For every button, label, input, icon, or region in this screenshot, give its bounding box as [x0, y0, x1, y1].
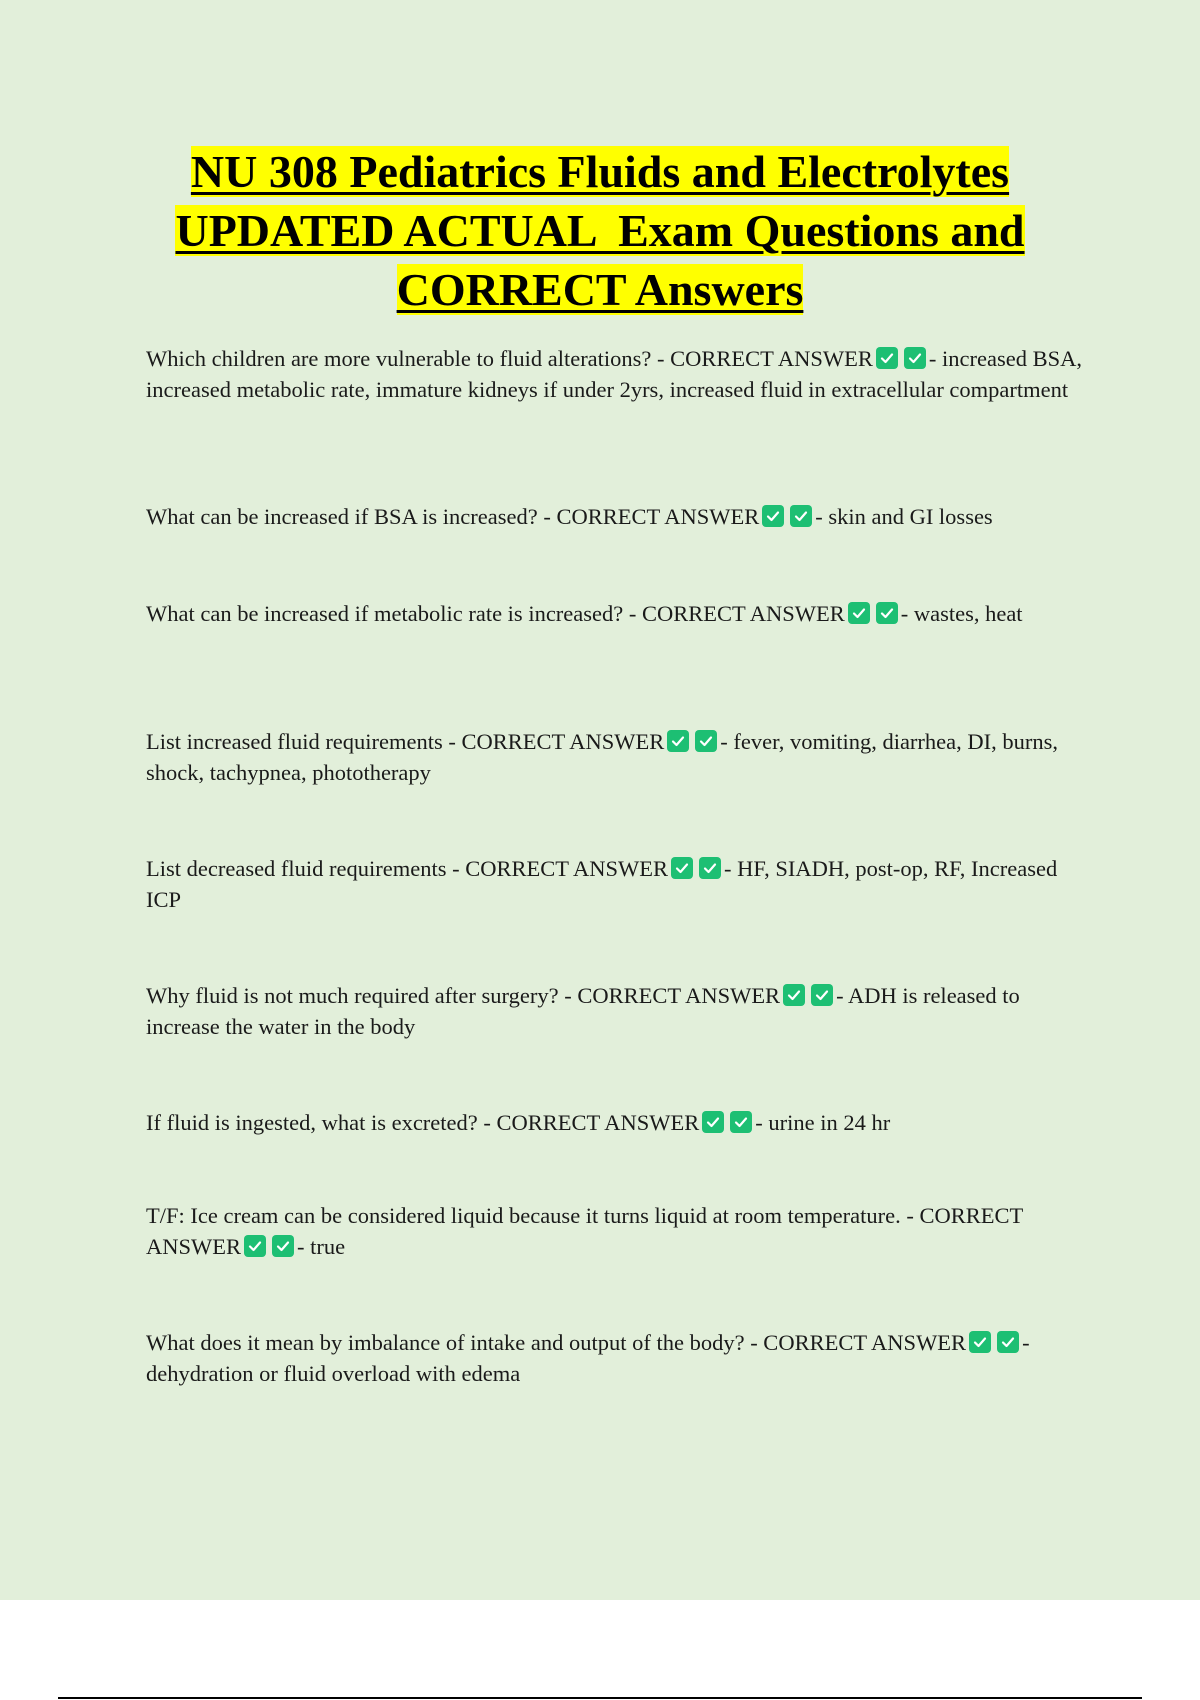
title-line: UPDATED ACTUAL Exam Questions and	[175, 205, 1025, 256]
qa-answer: - ADH is released to increase the water in the body	[146, 983, 1020, 1039]
check-mark-icon	[695, 730, 717, 752]
check-mark-icon	[904, 347, 926, 369]
qa-answer: - HF, SIADH, post-op, RF, Increased ICP	[146, 856, 1058, 912]
check-mark-icon	[702, 1111, 724, 1133]
check-mark-icon	[244, 1235, 266, 1257]
qa-item	[146, 1108, 1092, 1139]
check-mark-icon	[848, 602, 870, 624]
check-mark-icon	[783, 984, 805, 1006]
qa-item	[146, 344, 1092, 405]
qa-question: Why fluid is not much required after surgery? - CORRECT ANSWER	[146, 983, 781, 1008]
check-mark-icon	[997, 1331, 1019, 1353]
title-line: CORRECT Answers	[396, 264, 804, 315]
check-mark-icon	[811, 984, 833, 1006]
qa-item	[146, 727, 1092, 788]
qa-answer: - dehydration or fluid overload with edema	[146, 1330, 1030, 1386]
qa-question: What can be increased if BSA is increased? - CORRECT ANSWER	[146, 504, 760, 529]
document-title	[0, 142, 1200, 319]
check-mark-icon	[272, 1235, 294, 1257]
qa-item	[146, 981, 1092, 1042]
qa-question: What does it mean by imbalance of intake and output of the body? - CORRECT ANSWER	[146, 1330, 967, 1355]
check-mark-icon	[876, 347, 898, 369]
title-line: NU 308 Pediatrics Fluids and Electrolytes	[190, 146, 1010, 197]
check-mark-icon	[671, 857, 693, 879]
qa-question: What can be increased if metabolic rate is increased? - CORRECT ANSWER	[146, 601, 845, 626]
qa-item	[146, 599, 1092, 630]
check-mark-icon	[730, 1111, 752, 1133]
qa-item	[146, 502, 1092, 533]
footer-divider	[58, 1697, 1142, 1699]
qa-answer: - increased BSA, increased metabolic rate, immature kidneys if under 2yrs, increased fluid in extracellular compartment	[146, 346, 1082, 402]
qa-answer: - urine in 24 hr	[755, 1110, 891, 1135]
qa-question: Which children are more vulnerable to fluid alterations? - CORRECT ANSWER	[146, 346, 873, 371]
qa-answer: - skin and GI losses	[815, 504, 993, 529]
check-mark-icon	[969, 1331, 991, 1353]
qa-question: List increased fluid requirements - CORRECT ANSWER	[146, 729, 665, 754]
qa-question: If fluid is ingested, what is excreted? - CORRECT ANSWER	[146, 1110, 700, 1135]
check-mark-icon	[667, 730, 689, 752]
check-mark-icon	[762, 505, 784, 527]
qa-question: List decreased fluid requirements - CORRECT ANSWER	[146, 856, 668, 881]
check-mark-icon	[876, 602, 898, 624]
check-mark-icon	[790, 505, 812, 527]
qa-answer: - true	[297, 1233, 346, 1259]
qa-answer: - fever, vomiting, diarrhea, DI, burns, shock, tachypnea, phototherapy	[146, 729, 1059, 785]
check-mark-icon	[699, 857, 721, 879]
qa-item	[146, 1201, 1092, 1262]
qa-answer: - wastes, heat	[900, 601, 1023, 626]
qa-item	[146, 854, 1092, 915]
qa-item	[146, 1328, 1092, 1389]
qa-question: T/F: Ice cream can be considered liquid because it turns liquid at room temperature. - CORRECT ANSWER	[146, 1203, 1023, 1259]
